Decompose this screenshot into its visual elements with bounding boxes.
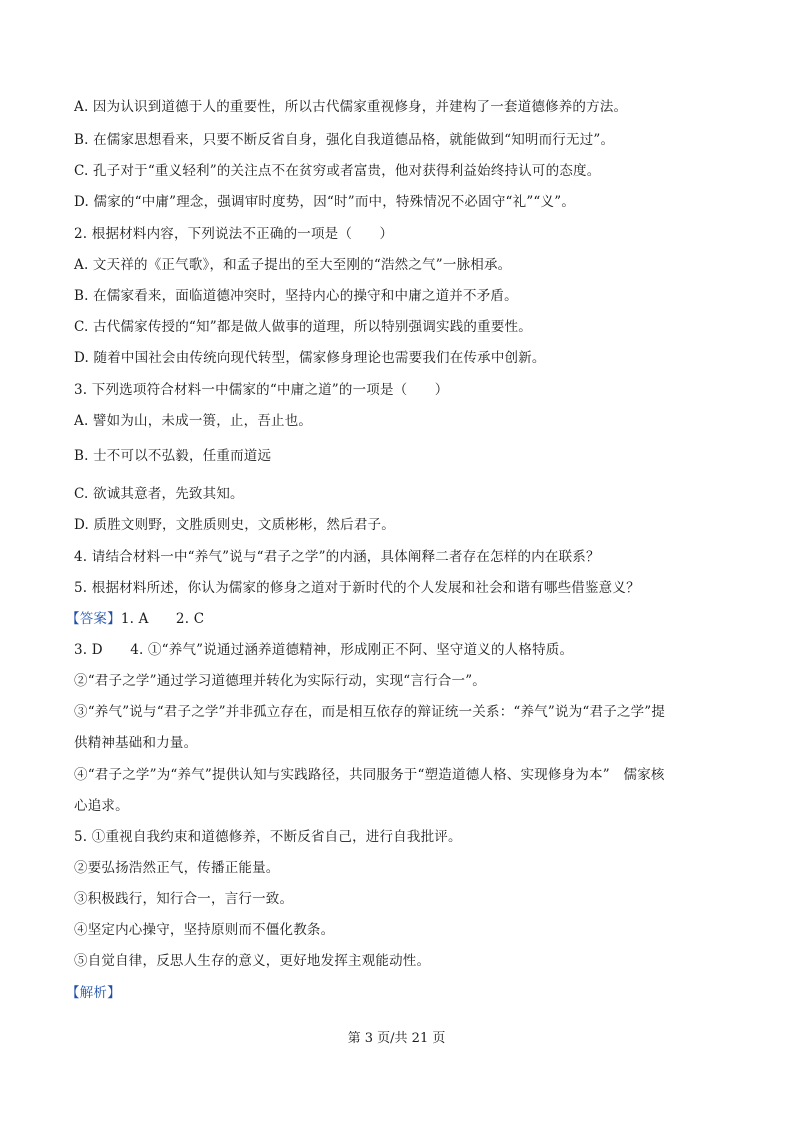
answer-q5-item-3: ③积极践行，知行合一，言行一致。: [74, 891, 294, 907]
answer-line-7: 心追求。: [74, 798, 129, 814]
answer-line-4: ③“养气”说与“君子之学”并非孤立存在，而是相互依存的辩证统一关系：“养气”说为“君子之学”提: [74, 704, 666, 720]
q3-option-b: B. 士不可以不弘毅，任重而道远: [74, 448, 272, 464]
answer-line-1: [66, 607, 204, 627]
q1-option-c: C. 孔子对于“重义轻利”的关注点不在贫穷或者富贵，他对获得利益始终持认可的态度。: [74, 163, 601, 179]
q2-option-c: C. 古代儒家传授的“知”都是做人做事的道理，所以特别强调实践的重要性。: [74, 319, 532, 335]
answer-line-2: 3. D 4. ①“养气”说通过涵养道德精神，形成刚正不阿、坚守道义的人格特质。: [74, 642, 574, 658]
answer-tag: 【答案】: [66, 611, 121, 627]
answer-line-3: ②“君子之学”通过学习道德理并转化为实际行动，实现“言行合一”。: [74, 673, 487, 689]
answer-1-2: 1. A 2. C: [120, 611, 205, 627]
q4-stem: 4. 请结合材料一中“养气”说与“君子之学”的内涵，具体阐释二者存在怎样的内在联系？: [74, 549, 600, 565]
q1-option-a: A. 因为认识到道德于人的重要性，所以古代儒家重视修身，并建构了一套道德修养的方法。: [74, 99, 628, 115]
q1-option-b: B. 在儒家思想看来，只要不断反省自身，强化自我道德品格，就能做到“知明而行无过”。: [74, 132, 615, 148]
answer-q5-item-5: ⑤自觉自律，反思人生存的意义，更好地发挥主观能动性。: [74, 953, 431, 969]
q1-option-d: D. 儒家的“中庸”理念，强调审时度势，因“时”而中，特殊情况不必固守“礼”“义”。: [74, 194, 576, 210]
answer-line-5: 供精神基础和力量。: [74, 735, 198, 751]
answer-q5-item-2: ②要弘扬浩然正气，传播正能量。: [74, 860, 280, 876]
q5-stem: 5. 根据材料所述，你认为儒家的修身之道对于新时代的个人发展和社会和谐有哪些借鉴意义？: [74, 580, 640, 596]
q2-option-b: B. 在儒家看来，面临道德冲突时，坚持内心的操守和中庸之道并不矛盾。: [74, 288, 518, 304]
answer-line-6: ④“君子之学”为“养气”提供认知与实践路径，共同服务于“塑造道德人格、实现修身为本” 儒家核: [74, 767, 665, 783]
answer-q5-item-1: 5. ①重视自我约束和道德修养，不断反省自己，进行自我批评。: [74, 829, 462, 845]
q2-option-a: A. 文天祥的《正气歌》，和孟子提出的至大至刚的“浩然之气”一脉相承。: [74, 257, 512, 273]
q3-option-c: C. 欲诚其意者，先致其知。: [74, 486, 244, 502]
q2-option-d: D. 随着中国社会由传统向现代转型，儒家修身理论也需要我们在传承中创新。: [74, 350, 546, 366]
page-number-footer: 第 3 页/共 21 页: [347, 1031, 446, 1046]
answer-q5-item-4: ④坚定内心操守，坚持原则而不僵化教条。: [74, 922, 335, 938]
q3-stem: 3. 下列选项符合材料一中儒家的“中庸之道”的一项是（ ）: [74, 382, 449, 398]
analysis-tag: 【解析】: [66, 985, 121, 1001]
q3-option-a: A. 譬如为山，未成一篑，止，吾止也。: [74, 413, 313, 429]
q2-stem: 2. 根据材料内容，下列说法不正确的一项是（ ）: [74, 226, 394, 242]
q3-option-d: D. 质胜文则野，文胜质则史，文质彬彬，然后君子。: [74, 517, 395, 533]
